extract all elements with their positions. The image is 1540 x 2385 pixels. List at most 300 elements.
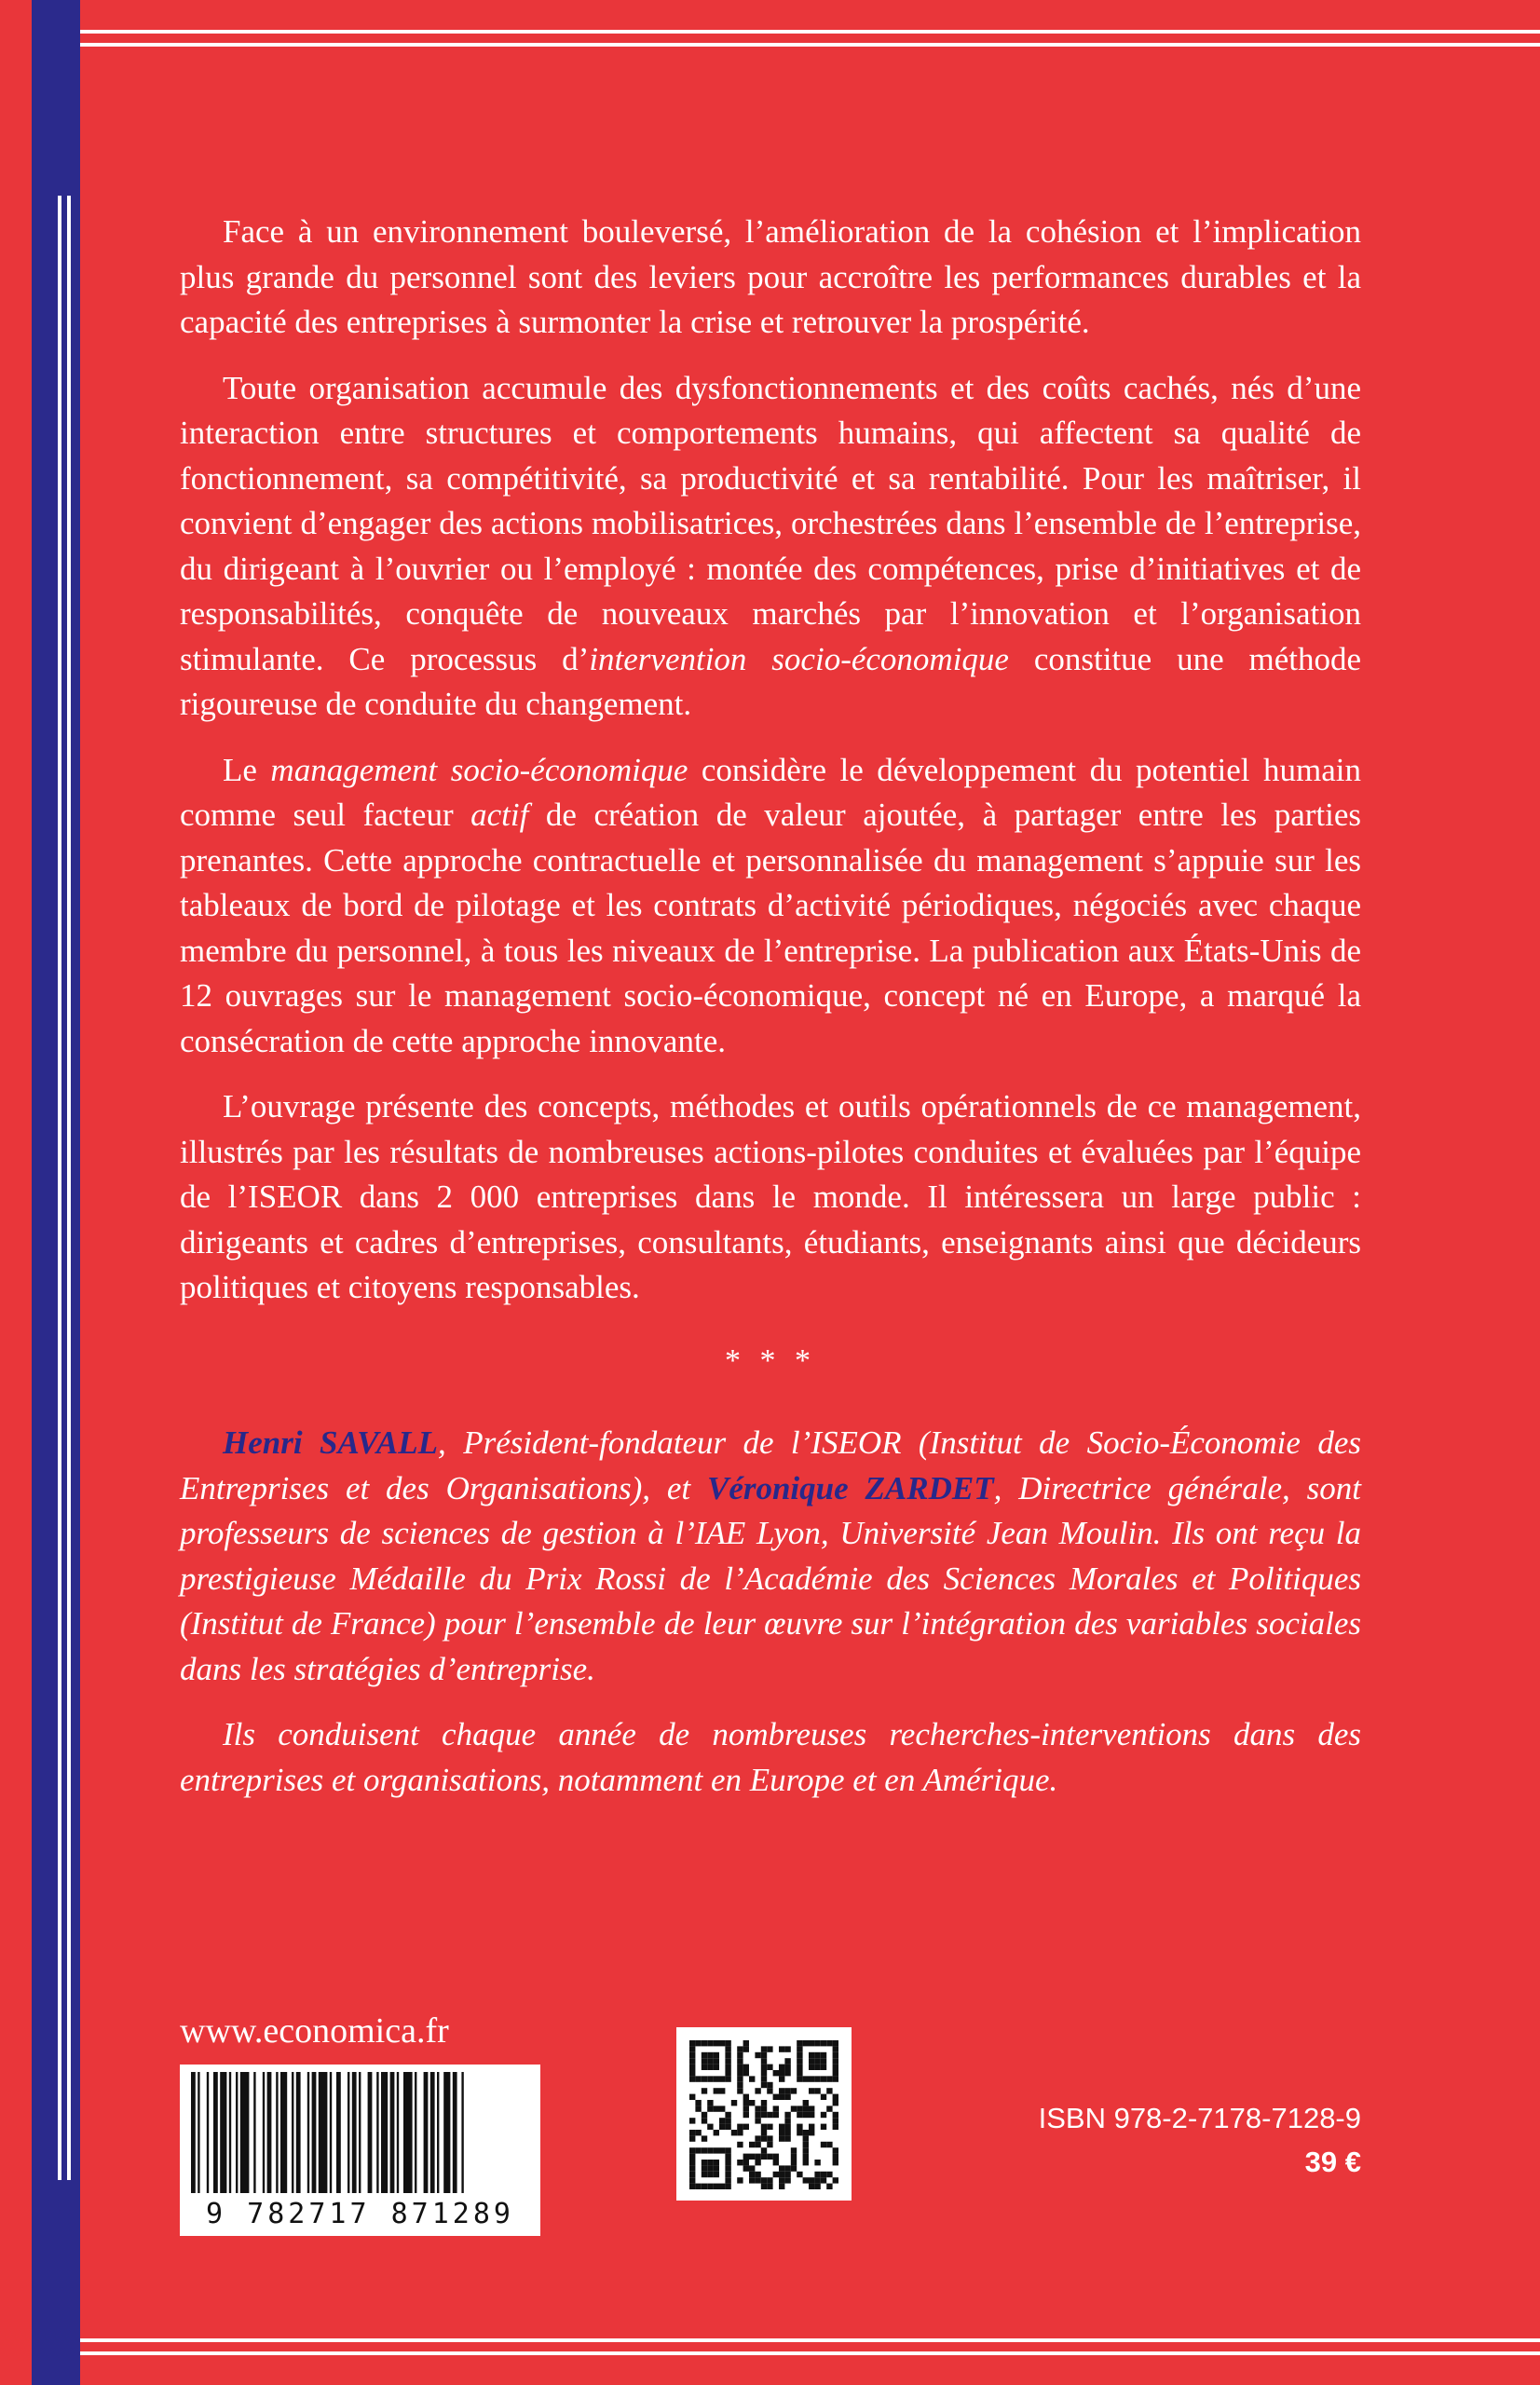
barcode-bars <box>180 2065 540 2202</box>
qr-module <box>743 2065 749 2070</box>
emphasis-management: management socio-économique <box>270 751 688 788</box>
qr-module <box>755 2088 760 2093</box>
qr-module <box>749 2142 755 2147</box>
qr-module <box>702 2147 707 2153</box>
qr-module <box>826 2088 832 2093</box>
qr-module <box>755 2135 760 2141</box>
qr-module <box>779 2177 784 2183</box>
section-separator: * * * <box>725 1342 816 1378</box>
barcode-bar <box>191 2072 196 2193</box>
qr-module <box>755 2160 760 2165</box>
qr-module <box>761 2184 767 2189</box>
qr-module <box>821 2065 826 2070</box>
qr-module <box>803 2112 809 2118</box>
qr-module <box>755 2118 760 2123</box>
barcode-bar <box>296 2072 301 2193</box>
qr-module <box>714 2160 719 2165</box>
qr-module <box>797 2076 802 2081</box>
qr-module <box>707 2065 713 2070</box>
qr-module <box>803 2040 809 2046</box>
qr-module <box>814 2065 820 2070</box>
paragraph-intro: Face à un environnement bouleversé, l’amélioration de la cohésion et l’implication plus grande du personnel sont des leviers pour accroître les performances durables et la capacité des entreprises à surmonter la crise et retrouver la prospérité. <box>180 213 1361 340</box>
qr-module <box>714 2165 719 2171</box>
barcode-bar <box>403 2072 413 2193</box>
barcode-bar <box>198 2072 199 2193</box>
qr-module <box>821 2142 826 2147</box>
qr-module <box>814 2088 820 2093</box>
emphasis-intervention: intervention socio-économique <box>589 640 1009 677</box>
qr-module <box>791 2147 797 2153</box>
qr-module <box>803 2106 809 2111</box>
qr-module <box>737 2177 743 2183</box>
barcode-digits: 9 782717 871289 <box>206 2198 514 2230</box>
qr-module <box>761 2106 767 2111</box>
qr-module <box>814 2052 820 2058</box>
qr-module <box>702 2160 707 2165</box>
qr-module <box>743 2040 749 2046</box>
qr-module <box>814 2040 820 2046</box>
qr-module <box>779 2088 784 2093</box>
barcode-bar <box>276 2072 278 2193</box>
qr-module <box>737 2046 743 2051</box>
qr-module <box>714 2172 719 2177</box>
qr-module <box>767 2177 772 2183</box>
qr-module <box>809 2130 814 2135</box>
qr-module <box>725 2058 730 2064</box>
emphasis-actif: actif <box>470 797 529 833</box>
qr-module <box>767 2135 772 2141</box>
qr-module <box>737 2082 743 2088</box>
barcode-bar <box>381 2072 388 2193</box>
qr-module <box>791 2160 797 2165</box>
qr-module <box>773 2070 779 2076</box>
qr-module <box>784 2065 790 2070</box>
qr-module <box>797 2046 802 2051</box>
qr-module <box>737 2124 743 2130</box>
qr-module <box>761 2076 767 2081</box>
qr-module <box>761 2065 767 2070</box>
barcode-bar <box>220 2072 226 2193</box>
qr-module <box>803 2130 809 2135</box>
qr-module <box>755 2106 760 2111</box>
qr-module <box>725 2076 730 2081</box>
qr-module <box>814 2058 820 2064</box>
spine-stripe <box>67 196 71 2180</box>
qr-module <box>689 2046 695 2051</box>
qr-module <box>773 2160 779 2165</box>
qr-module <box>719 2184 725 2189</box>
qr-module <box>725 2154 730 2160</box>
qr-module <box>821 2124 826 2130</box>
qr-module <box>707 2184 713 2189</box>
qr-module <box>702 2165 707 2171</box>
qr-module <box>784 2094 790 2100</box>
qr-module <box>707 2100 713 2106</box>
qr-module <box>725 2124 730 2130</box>
qr-module <box>719 2124 725 2130</box>
qr-module <box>689 2118 695 2123</box>
barcode-bar <box>263 2072 265 2193</box>
qr-module <box>809 2177 814 2183</box>
qr-module <box>725 2147 730 2153</box>
qr-module <box>714 2184 719 2189</box>
qr-module <box>773 2172 779 2177</box>
qr-module <box>689 2147 695 2153</box>
qr-module <box>803 2147 809 2153</box>
qr-module <box>707 2076 713 2081</box>
qr-module <box>767 2112 772 2118</box>
qr-module <box>743 2094 749 2100</box>
qr-module <box>749 2177 755 2183</box>
barcode-bar <box>207 2072 209 2193</box>
qr-module <box>725 2172 730 2177</box>
qr-module <box>821 2040 826 2046</box>
qr-module <box>833 2046 838 2051</box>
qr-module <box>814 2076 820 2081</box>
qr-module <box>791 2154 797 2160</box>
qr-module <box>702 2135 707 2141</box>
qr-module <box>702 2040 707 2046</box>
barcode-bar <box>461 2072 463 2193</box>
qr-module <box>714 2106 719 2111</box>
qr-code-icon <box>676 2027 852 2201</box>
barcode-bar <box>213 2072 218 2193</box>
qr-module <box>707 2172 713 2177</box>
qr-code-pattern <box>676 2027 852 2201</box>
qr-module <box>689 2094 695 2100</box>
qr-module <box>767 2065 772 2070</box>
barcode-bar <box>236 2072 238 2193</box>
qr-module <box>833 2118 838 2123</box>
qr-module <box>749 2100 755 2106</box>
qr-module <box>725 2070 730 2076</box>
qr-module <box>719 2040 725 2046</box>
qr-module <box>779 2124 784 2130</box>
qr-module <box>767 2088 772 2093</box>
qr-module <box>731 2100 737 2106</box>
qr-module <box>821 2177 826 2183</box>
paragraph-audience: L’ouvrage présente des concepts, méthodes et outils opérationnels de ce management, illustrés par les résultats de nombreuses actions-pilotes conduites et évaluées par l’équipe de l’ISEOR dans 2 000 entreprises dans le monde. Il intéressera un large public : dirigeants et cadres d’entreprises, consultants, étudiants, enseignants ainsi que décideurs politiques et citoyens responsables. <box>180 1088 1361 1305</box>
qr-module <box>779 2184 784 2189</box>
qr-module <box>737 2058 743 2064</box>
barcode-bar <box>443 2072 450 2193</box>
barcode-bar <box>430 2072 435 2193</box>
qr-module <box>803 2100 809 2106</box>
qr-module <box>833 2040 838 2046</box>
barcode-bar <box>397 2072 399 2193</box>
qr-module <box>826 2184 832 2189</box>
author-research: Ils conduisent chaque année de nombreuses recherches-interventions dans des entreprises et organisations, notamment en Europe et en Amérique. <box>180 1716 1361 1798</box>
price: 39 € <box>1304 2146 1361 2178</box>
qr-module <box>809 2065 814 2070</box>
qr-module <box>797 2106 802 2111</box>
qr-module <box>725 2177 730 2183</box>
qr-module <box>707 2124 713 2130</box>
qr-module <box>784 2124 790 2130</box>
qr-module <box>755 2154 760 2160</box>
qr-module <box>791 2088 797 2093</box>
qr-module <box>755 2052 760 2058</box>
qr-module <box>743 2165 749 2171</box>
qr-module <box>821 2076 826 2081</box>
bottom-border-line <box>80 2338 1540 2342</box>
qr-module <box>761 2177 767 2183</box>
qr-module <box>689 2130 695 2135</box>
qr-module <box>707 2052 713 2058</box>
qr-module <box>809 2124 814 2130</box>
qr-module <box>761 2147 767 2153</box>
qr-module <box>749 2076 755 2081</box>
qr-module <box>784 2088 790 2093</box>
qr-module <box>833 2112 838 2118</box>
qr-module <box>761 2135 767 2141</box>
qr-module <box>761 2124 767 2130</box>
qr-module <box>725 2065 730 2070</box>
barcode-bar <box>330 2072 332 2193</box>
qr-module <box>743 2112 749 2118</box>
qr-module <box>737 2160 743 2165</box>
qr-module <box>797 2124 802 2130</box>
qr-module <box>821 2094 826 2100</box>
qr-module <box>714 2076 719 2081</box>
qr-module <box>767 2124 772 2130</box>
qr-module <box>689 2184 695 2189</box>
paragraph-dysfunctions: Toute organisation accumule des dysfonctionnements et des coûts cachés, nés d’une interaction entre structures et comportements humains, qui affectent sa qualité de fonctionnement, sa compétitivité, sa productivité et sa rentabilité. Pour les maîtriser, il convient d’engager des actions mobilisatrices, orchestrées dans l’ensemble de l’entreprise, du dirigeant à l’ouvrier ou l’employé : montée des compétences, prise d’initiatives et de responsabilités, conquête de nouveaux marchés par l’innovation et l’organisation stimulante. Ce processus d’intervention socio-économique constitue une méthode rigoureuse de conduite du changement. <box>180 369 1361 722</box>
qr-module <box>737 2070 743 2076</box>
qr-module <box>707 2165 713 2171</box>
top-border-line <box>80 30 1540 34</box>
qr-module <box>707 2040 713 2046</box>
qr-module <box>814 2172 820 2177</box>
barcode-bar <box>390 2072 395 2193</box>
qr-module <box>784 2165 790 2171</box>
qr-module <box>784 2172 790 2177</box>
spine-band <box>32 0 80 2385</box>
qr-module <box>761 2154 767 2160</box>
qr-module <box>821 2172 826 2177</box>
qr-module <box>689 2160 695 2165</box>
qr-module <box>755 2112 760 2118</box>
qr-module <box>784 2177 790 2183</box>
qr-module <box>761 2070 767 2076</box>
qr-module <box>833 2070 838 2076</box>
qr-module <box>689 2058 695 2064</box>
qr-module <box>719 2106 725 2111</box>
qr-module <box>784 2135 790 2141</box>
qr-module <box>773 2112 779 2118</box>
barcode-icon <box>180 2065 540 2236</box>
qr-module <box>809 2112 814 2118</box>
qr-module <box>826 2172 832 2177</box>
qr-module <box>749 2154 755 2160</box>
qr-module <box>702 2184 707 2189</box>
qr-module <box>809 2058 814 2064</box>
qr-module <box>689 2177 695 2183</box>
qr-module <box>737 2076 743 2081</box>
qr-module <box>689 2040 695 2046</box>
qr-module <box>803 2160 809 2165</box>
qr-module <box>767 2184 772 2189</box>
barcode-bar <box>352 2072 357 2193</box>
barcode-bar <box>229 2072 231 2193</box>
qr-module <box>714 2088 719 2093</box>
qr-module <box>826 2040 832 2046</box>
qr-module <box>779 2130 784 2135</box>
blurb <box>180 210 1361 1823</box>
qr-module <box>689 2135 695 2141</box>
qr-module <box>814 2160 820 2165</box>
barcode-bar <box>253 2072 255 2193</box>
qr-module <box>797 2070 802 2076</box>
qr-module <box>784 2130 790 2135</box>
qr-module <box>797 2112 802 2118</box>
qr-module <box>689 2065 695 2070</box>
qr-module <box>707 2160 713 2165</box>
qr-module <box>833 2065 838 2070</box>
qr-module <box>702 2112 707 2118</box>
qr-module <box>725 2052 730 2058</box>
barcode-bar <box>336 2072 341 2193</box>
qr-module <box>695 2106 701 2111</box>
qr-module <box>784 2070 790 2076</box>
qr-module <box>719 2088 725 2093</box>
barcode-bar <box>307 2072 309 2193</box>
qr-module <box>702 2065 707 2070</box>
qr-module <box>702 2172 707 2177</box>
qr-module <box>743 2100 749 2106</box>
qr-module <box>725 2184 730 2189</box>
barcode-bar <box>240 2072 250 2193</box>
qr-module <box>803 2135 809 2141</box>
qr-module <box>797 2065 802 2070</box>
qr-module <box>826 2142 832 2147</box>
qr-module <box>809 2088 814 2093</box>
qr-module <box>779 2046 784 2051</box>
qr-module <box>695 2147 701 2153</box>
barcode-bar <box>453 2072 457 2193</box>
qr-module <box>707 2106 713 2111</box>
paragraph-management: Le management socio-économique considère le développement du potentiel humain comme seul facteur actif de création de valeur ajoutée, à partager entre les parties prenantes. Cette approche contractuelle et personnalisée du management s’appuie sur les tableaux de bord de pilotage et les contrats d’activité périodiques, négociés avec chaque membre du personnel, à tous les niveaux de l’entreprise. La publication aux États-Unis de 12 ouvrages sur le management socio-économique, concept né en Europe, a marqué la consécration de cette approche innovante. <box>180 751 1362 1059</box>
qr-module <box>695 2184 701 2189</box>
qr-module <box>714 2130 719 2135</box>
qr-module <box>761 2130 767 2135</box>
qr-module <box>714 2052 719 2058</box>
barcode-bar <box>312 2072 317 2193</box>
barcode-bar <box>376 2072 378 2193</box>
publisher-website: www.economica.fr <box>180 2011 449 2051</box>
qr-module <box>809 2052 814 2058</box>
qr-module <box>803 2177 809 2183</box>
qr-module <box>779 2172 784 2177</box>
qr-module <box>761 2052 767 2058</box>
qr-module <box>725 2165 730 2171</box>
qr-module <box>689 2172 695 2177</box>
qr-module <box>761 2082 767 2088</box>
qr-module <box>755 2177 760 2183</box>
qr-module <box>779 2165 784 2171</box>
qr-module <box>826 2076 832 2081</box>
qr-module <box>791 2106 797 2111</box>
qr-module <box>743 2046 749 2051</box>
author-name-savall: Henri SAVALL <box>223 1424 439 1461</box>
qr-module <box>702 2052 707 2058</box>
qr-module <box>707 2147 713 2153</box>
qr-module <box>755 2142 760 2147</box>
qr-module <box>737 2052 743 2058</box>
qr-module <box>797 2058 802 2064</box>
qr-module <box>725 2040 730 2046</box>
qr-module <box>737 2088 743 2093</box>
qr-module <box>791 2165 797 2171</box>
qr-module <box>695 2130 701 2135</box>
qr-module <box>689 2076 695 2081</box>
bottom-border-line <box>80 2351 1540 2355</box>
qr-module <box>797 2130 802 2135</box>
barcode-bar <box>359 2072 361 2193</box>
qr-module <box>725 2046 730 2051</box>
qr-module <box>833 2147 838 2153</box>
qr-module <box>773 2106 779 2111</box>
qr-module <box>689 2070 695 2076</box>
qr-module <box>803 2076 809 2081</box>
qr-module <box>737 2130 743 2135</box>
qr-module <box>767 2142 772 2147</box>
qr-module <box>809 2040 814 2046</box>
qr-module <box>814 2177 820 2183</box>
qr-module <box>833 2160 838 2165</box>
qr-module <box>784 2112 790 2118</box>
qr-module <box>707 2058 713 2064</box>
qr-module <box>779 2094 784 2100</box>
qr-module <box>761 2046 767 2051</box>
qr-module <box>833 2094 838 2100</box>
qr-module <box>814 2184 820 2189</box>
spine-stripe <box>58 196 61 2180</box>
barcode-bar <box>424 2072 429 2193</box>
qr-module <box>821 2052 826 2058</box>
qr-module <box>821 2058 826 2064</box>
qr-module <box>743 2070 749 2076</box>
barcode-bar <box>437 2072 439 2193</box>
qr-module <box>833 2177 838 2183</box>
qr-module <box>743 2124 749 2130</box>
qr-module <box>719 2147 725 2153</box>
qr-module <box>702 2088 707 2093</box>
qr-module <box>743 2106 749 2111</box>
qr-module <box>809 2076 814 2081</box>
top-border-line <box>80 43 1540 47</box>
qr-module <box>702 2058 707 2064</box>
qr-module <box>779 2076 784 2081</box>
qr-module <box>737 2065 743 2070</box>
qr-module <box>803 2154 809 2160</box>
isbn-number: ISBN 978-2-7178-7128-9 <box>1038 2102 1361 2134</box>
qr-module <box>821 2112 826 2118</box>
qr-module <box>702 2118 707 2123</box>
barcode-bar <box>280 2072 287 2193</box>
qr-module <box>755 2172 760 2177</box>
qr-module <box>695 2040 701 2046</box>
qr-module <box>833 2052 838 2058</box>
qr-module <box>767 2046 772 2051</box>
barcode-bar <box>415 2072 416 2193</box>
qr-module <box>761 2100 767 2106</box>
qr-module <box>761 2112 767 2118</box>
qr-module <box>833 2100 838 2106</box>
qr-module <box>761 2058 767 2064</box>
qr-module <box>784 2118 790 2123</box>
qr-module <box>773 2094 779 2100</box>
